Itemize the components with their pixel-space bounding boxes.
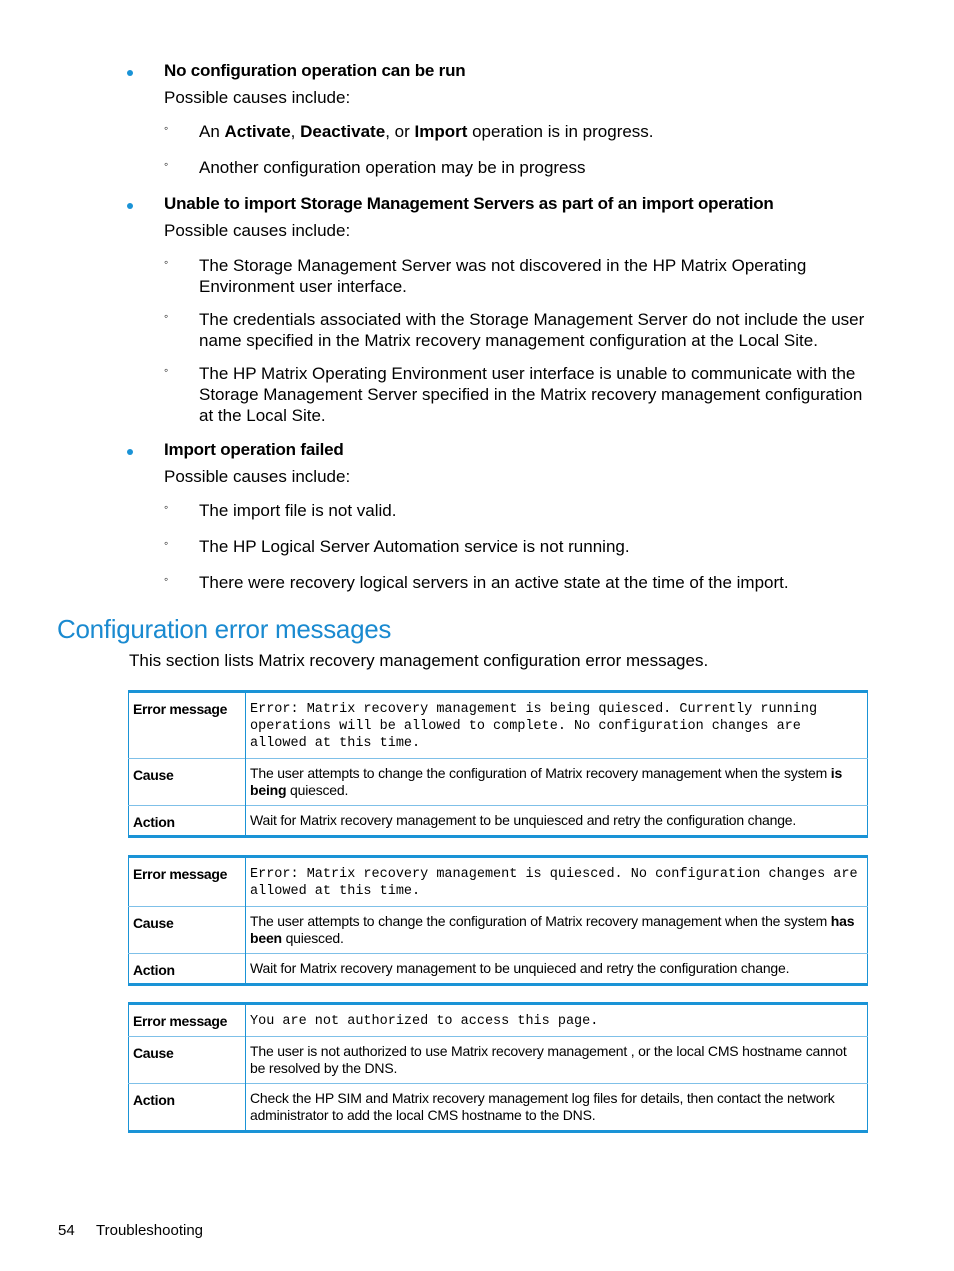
table-row — [129, 907, 868, 954]
cause-item: There were recovery logical servers in an active state at the time of the import. — [199, 573, 789, 592]
cause-item: The credentials associated with the Storage Management Server do not include the user name specified in the Matrix recovery management configuration at the Local Site. — [199, 310, 865, 350]
table-row — [129, 1037, 868, 1084]
row-label: Cause — [129, 759, 246, 806]
cause-item: The Storage Management Server was not discovered in the HP Matrix Operating Environment user interface. — [199, 256, 807, 296]
sub-bullet-icon: ◦ — [164, 536, 169, 550]
cause-text: The user attempts to change the configuration of Matrix recovery management when the system has been quiesced. — [246, 907, 868, 954]
table-row — [129, 692, 868, 759]
bullet-title: No configuration operation can be run — [164, 61, 466, 80]
cause-item: The HP Matrix Operating Environment user interface is unable to communicate with the Storage Management Server specified in the Matrix recovery management configuration at the Local Site. — [199, 364, 863, 425]
table-row — [129, 857, 868, 907]
cause-item: An Activate, Deactivate, or Import operation is in progress. — [199, 122, 654, 141]
error-message-text: You are not authorized to access this page. — [250, 1014, 599, 1029]
sub-bullet-icon: ◦ — [164, 572, 169, 586]
page-number: 54 — [58, 1222, 75, 1239]
bullet-icon — [127, 203, 133, 209]
section-heading: Configuration error messages — [57, 614, 392, 644]
cause-text: The user attempts to change the configuration of Matrix recovery management when the system is being quiesced. — [246, 759, 868, 806]
sub-bullet-icon: ◦ — [164, 363, 169, 377]
table-row — [129, 806, 868, 837]
error-message-text: Error: Matrix recovery management is being quiesced. Currently running operations will be allowed to complete. No configuration changes are allowed at this time. — [250, 702, 818, 751]
sub-bullet-icon: ◦ — [164, 309, 169, 323]
row-label: Error message — [129, 692, 246, 759]
row-label: Action — [129, 1084, 246, 1132]
cause-text: The user is not authorized to use Matrix recovery management , or the local CMS hostname cannot be resolved by the DNS. — [246, 1037, 868, 1084]
table-row — [129, 954, 868, 985]
row-label: Error message — [129, 1004, 246, 1037]
footer-section-label: Troubleshooting — [96, 1222, 204, 1239]
error-table — [128, 1002, 868, 1133]
table-row — [129, 1004, 868, 1037]
action-text: Check the HP SIM and Matrix recovery management log files for details, then contact the network administrator to add the local CMS hostname to the DNS. — [246, 1084, 868, 1132]
row-label: Action — [129, 806, 246, 837]
cause-item: The HP Logical Server Automation service is not running. — [199, 537, 630, 556]
causes-intro: Possible causes include: — [164, 88, 351, 107]
row-label: Cause — [129, 1037, 246, 1084]
error-table — [128, 690, 868, 838]
cause-item: Another configuration operation may be in progress — [199, 158, 586, 177]
row-label: Cause — [129, 907, 246, 954]
action-text: Wait for Matrix recovery management to be unquieced and retry the configuration change. — [246, 954, 868, 985]
bullet-title: Import operation failed — [164, 440, 344, 459]
table-row — [129, 1084, 868, 1132]
section-intro: This section lists Matrix recovery management configuration error messages. — [129, 651, 709, 670]
sub-bullet-icon: ◦ — [164, 500, 169, 514]
bullet-title: Unable to import Storage Management Servers as part of an import operation — [164, 194, 774, 213]
table-row — [129, 759, 868, 806]
sub-bullet-icon: ◦ — [164, 121, 169, 135]
bullet-icon — [127, 70, 133, 76]
sub-bullet-icon: ◦ — [164, 255, 169, 269]
error-table — [128, 855, 868, 986]
sub-bullet-icon: ◦ — [164, 157, 169, 171]
causes-intro: Possible causes include: — [164, 221, 351, 240]
error-message-text: Error: Matrix recovery management is quiesced. No configuration changes are allowed at this time. — [250, 867, 858, 899]
bullet-icon — [127, 449, 133, 455]
action-text: Wait for Matrix recovery management to be unquiesced and retry the configuration change. — [246, 806, 868, 837]
row-label: Action — [129, 954, 246, 985]
cause-item: The import file is not valid. — [199, 501, 397, 520]
causes-intro: Possible causes include: — [164, 467, 351, 486]
row-label: Error message — [129, 857, 246, 907]
